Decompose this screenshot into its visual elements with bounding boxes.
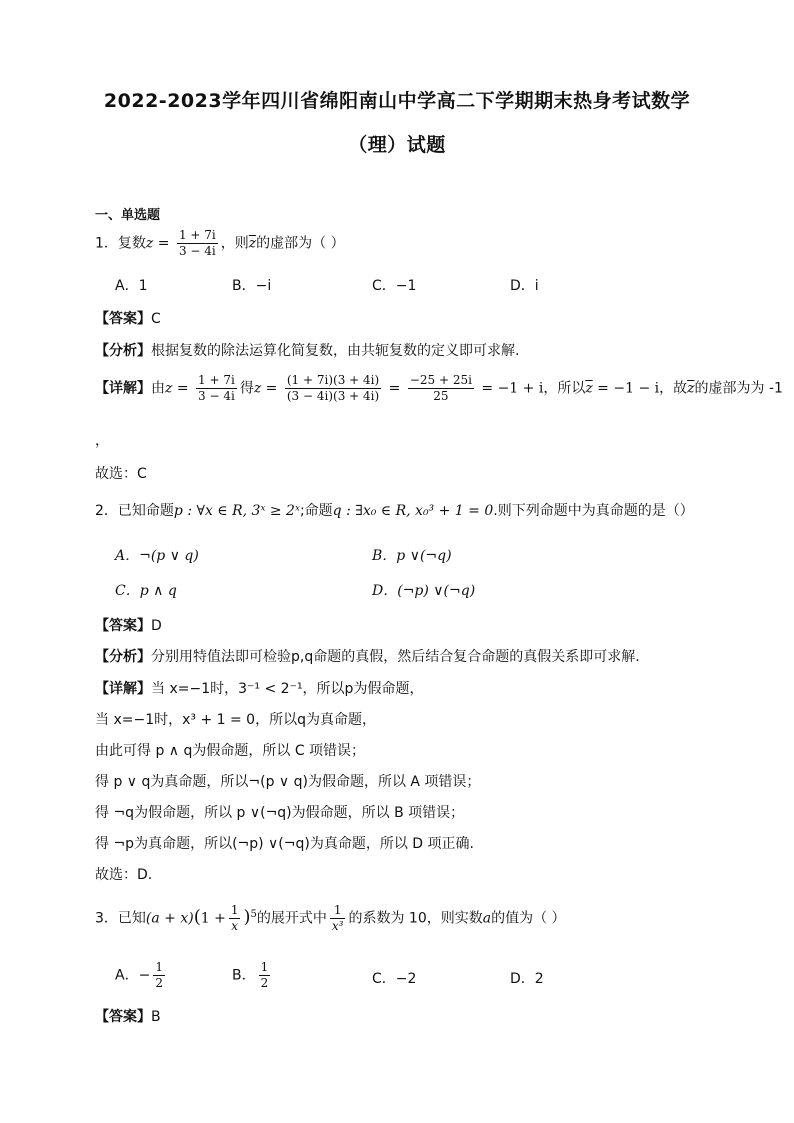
q1-option-d: D．i — [510, 278, 539, 294]
q1-detail-frac-2: $\frac{(1 + 7i)(3 + 4i)}{(3 - 4i)(3 + 4i)}$ — [286, 373, 380, 403]
q1-fraction: $\frac{1 + 7i}{3 - 4i}$ — [178, 228, 216, 258]
q2-stem: 2．已知命题p : ∀x ∈ R, 3ˣ ≥ 2ˣ;命题q : ∃x₀ ∈ R, x₀³ + 1 = 0.则下列命题中为真命题的是（） — [95, 503, 694, 519]
q2-analysis: 【分析】分别用特值法即可检验p,q命题的真假，然后结合复合命题的真假关系即可求解. — [95, 649, 640, 665]
page-title-line-1: 2022-2023学年四川省绵阳南山中学高二下学期期末热身考试数学 — [103, 90, 691, 112]
q1-analysis: 【分析】根据复数的除法运算化简复数，由共轭复数的定义即可求解. — [95, 343, 520, 359]
q2-option-d: D．(¬p) ∨(¬q) — [372, 583, 476, 599]
q2-detail-4: 得 p ∨ q为真命题，所以¬(p ∨ q)为假命题，所以 A 项错误； — [95, 774, 481, 790]
q3-option-a: A．− $\frac{1}{2}$ — [115, 960, 163, 990]
q3-stem: 3．已知(a + x)(1 + $\frac{1}{x}$ )$^5$的展开式中 $\frac{1}{\text{x³}}$ 的系数为 10，则实数a的值为（ ） — [95, 903, 566, 933]
page-title-line-2: （理）试题 — [348, 134, 446, 156]
q2-detail-2: 当 x=−1时，x³ + 1 = 0，所以q为真命题， — [95, 712, 376, 728]
q3-answer: 【答案】B — [95, 1009, 161, 1025]
q2-choose: 故选：D. — [95, 867, 153, 883]
q1-option-a: A．1 — [115, 278, 148, 294]
q2-detail-5: 得 ¬q为假命题，所以 p ∨(¬q)为假命题，所以 B 项错误； — [95, 805, 465, 821]
q1-option-c: C．−1 — [372, 278, 417, 294]
q1-answer: 【答案】C — [95, 311, 161, 327]
q2-option-c: C．p ∧ q — [115, 583, 177, 599]
q1-detail-comma: ， — [95, 433, 109, 449]
q2-detail-6: 得 ¬p为真命题，所以(¬p) ∨(¬q)为真命题，所以 D 项正确. — [95, 836, 474, 852]
q3-option-c: C．−2 — [372, 971, 417, 987]
q3-target-fraction: $\frac{1}{\text{x³}}$ — [331, 903, 344, 933]
q2-option-b: B．p ∨(¬q) — [372, 548, 452, 564]
section-heading: 一、单选题 — [95, 208, 161, 223]
q3-option-d: D．2 — [510, 971, 544, 987]
q1-choose: 故选：C — [95, 466, 147, 482]
q3-option-b: B． $\frac{1}{2}$ — [232, 960, 269, 990]
q1-detail: 【详解】由z = $\frac{1 + 7i}{3 - 4i}$ 得z = $\frac{(1 + 7i)(3 + 4i)}{(3 - 4i)(3 + 4i)}$ = $\frac{-25 + 25i}{25}$ = −1 + i，所以$\overline{z} = -1 - i$，故$\overline{z}$的虚部为为 -1 — [95, 373, 783, 403]
q1-option-b: B．−i — [232, 278, 272, 294]
q1-stem: 1．复数z = $\frac{1 + 7i}{3 - 4i}$ ，则$\overline{z}$的虚部为（ ） — [95, 228, 345, 258]
q3-inner-fraction: $\frac{1}{x}$ — [230, 903, 239, 933]
q1-detail-frac-3: $\frac{-25 + 25i}{25}$ — [409, 373, 472, 403]
q2-option-a: A．¬(p ∨ q) — [115, 548, 199, 564]
q2-detail-1: 【详解】当 x=−1时，3⁻¹ < 2⁻¹，所以p为假命题， — [95, 681, 424, 697]
q2-detail-3: 由此可得 p ∧ q为假命题，所以 C 项错误； — [95, 743, 366, 759]
q1-detail-frac-1: $\frac{1 + 7i}{3 - 4i}$ — [198, 373, 235, 403]
q2-answer: 【答案】D — [95, 618, 162, 634]
